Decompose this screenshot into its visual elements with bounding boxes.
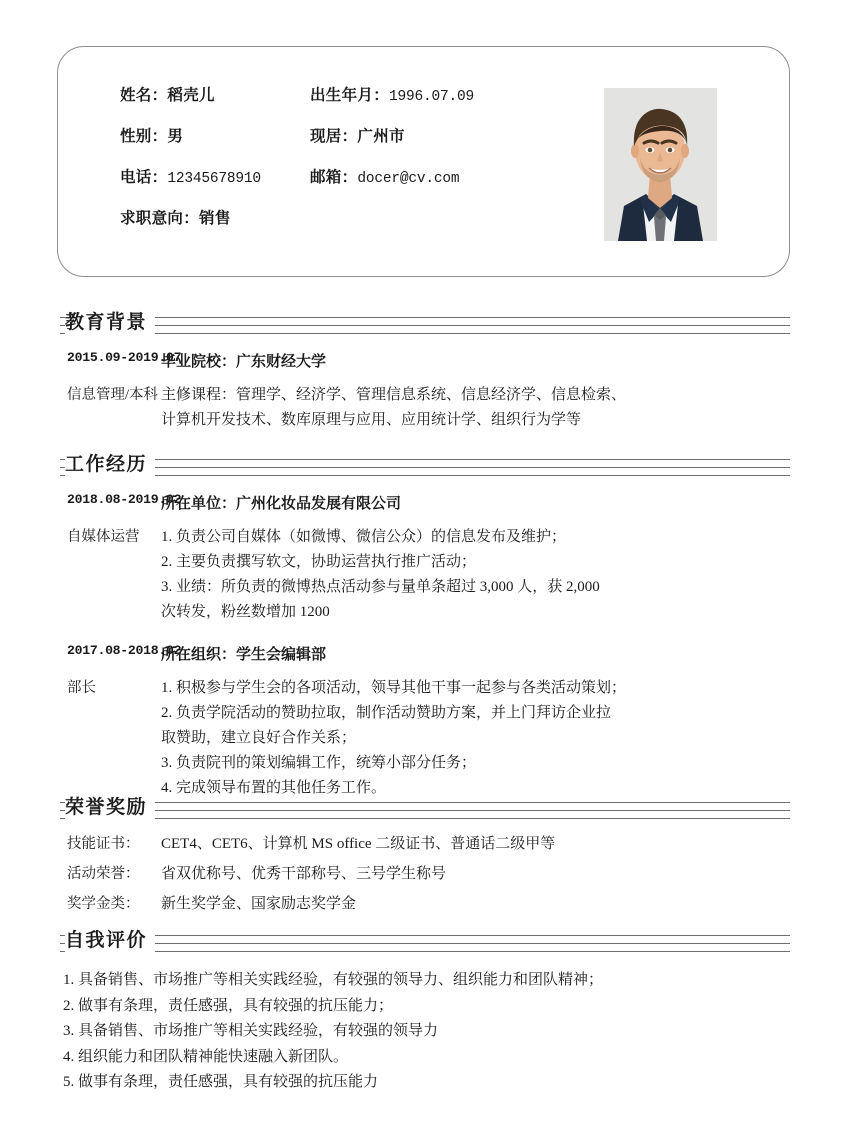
entry-content-line: CET4、CET6、计算机 MS office 二级证书、普通话二级甲等 (161, 836, 556, 852)
section-header-honors (60, 795, 790, 825)
entry-row (0, 676, 850, 801)
header-field-label: 出生年月： (310, 87, 390, 104)
entry-content-line: 所在组织：学生会编辑部 (161, 647, 327, 663)
entry-content-line: 1. 积极参与学生会的各项活动，领导其他干事一起参与各类活动策划； (161, 680, 627, 696)
self-evaluation-line: 2. 做事有条理，责任感强，具有较强的抗压能力； (63, 997, 394, 1014)
self-evaluation-line: 1. 具备销售、市场推广等相关实践经验，有较强的领导力、组织能力和团队精神； (63, 972, 604, 988)
header-field (120, 83, 310, 105)
entry-content (161, 492, 850, 517)
section-title-honors: 荣誉奖励 (65, 795, 155, 821)
header-field-value: 稻壳儿 (167, 87, 215, 104)
header-field-value: docer@cv.com (357, 171, 460, 187)
entry-label: 部长 (67, 680, 96, 696)
header-field-value: 男 (167, 128, 184, 145)
entry-row (0, 892, 850, 917)
section-rule-lines (60, 932, 790, 954)
section-title-education: 教育背景 (65, 310, 155, 336)
section-title-self-evaluation: 自我评价 (65, 928, 155, 954)
header-field (310, 83, 580, 105)
profile-photo (604, 88, 717, 241)
entry-content-line: 4. 完成领导布置的其他任务工作。 (161, 780, 387, 796)
entry-content-line: 1. 负责公司自媒体（如微博、微信公众）的信息发布及维护； (161, 529, 567, 545)
entry-content (161, 832, 850, 857)
entry-content (161, 862, 850, 887)
entry-content-line: 3. 业绩：所负责的微博热点活动参与量单条超过 3,000 人，获 2,000 (161, 579, 600, 595)
entry-content-line: 次转发，粉丝数增加 1200 (161, 604, 330, 620)
header-row (120, 165, 590, 206)
entry-content-line: 毕业院校：广东财经大学 (161, 354, 327, 370)
entry-label: 活动荣誉： (67, 866, 140, 882)
section-rule-lines (60, 314, 790, 336)
section-rule-lines (60, 799, 790, 821)
entry-content (161, 525, 850, 625)
section-header-self-evaluation (60, 928, 790, 958)
header-field-value: 1996.07.09 (389, 89, 475, 105)
header-field-label: 电话： (120, 169, 168, 186)
header-field-label: 姓名： (120, 87, 168, 104)
section-body-education (0, 350, 850, 433)
entry-label: 2018.08-2019.02 (67, 492, 182, 507)
entry-content (161, 383, 850, 433)
header-field (310, 124, 580, 146)
entry-label: 2015.09-2019.07 (67, 350, 182, 365)
entry-row (0, 862, 850, 887)
section-title-work: 工作经历 (65, 452, 155, 478)
entry-content-line: 2. 负责学院活动的赞助拉取，制作活动赞助方案，并上门拜访企业拉 (161, 705, 612, 721)
header-field-value: 广州市 (357, 128, 405, 145)
entry-content-line: 取赞助，建立良好合作关系； (161, 730, 357, 746)
section-body-honors (0, 832, 850, 917)
entry-label: 自媒体运营 (67, 529, 140, 545)
entry-content-line: 省双优称号、优秀干部称号、三号学生称号 (161, 866, 447, 882)
entry-content (161, 350, 850, 375)
self-evaluation-line: 3. 具备销售、市场推广等相关实践经验，有较强的领导力 (63, 1023, 439, 1039)
header-row (120, 124, 590, 165)
header-field-label: 求职意向： (120, 210, 200, 227)
entry-row (0, 643, 850, 668)
self-evaluation-line: 4. 组织能力和团队精神能快速融入新团队。 (63, 1048, 349, 1065)
header-fields (120, 83, 590, 247)
entry-label: 技能证书： (67, 836, 140, 852)
entry-label: 奖学金类： (67, 896, 140, 912)
section-body-work (0, 492, 850, 801)
header-field-label: 现居： (310, 128, 358, 145)
self-evaluation-list (63, 968, 823, 1096)
header-field (310, 165, 580, 187)
entry-content-line: 2. 主要负责撰写软文，协助运营执行推广活动； (161, 554, 477, 570)
entry-content (161, 676, 850, 801)
section-rule-lines (60, 456, 790, 478)
self-evaluation-line: 5. 做事有条理，责任感强，具有较强的抗压能力 (63, 1074, 379, 1090)
header-field-value: 销售 (199, 210, 231, 227)
header-field-label: 性别： (120, 128, 168, 145)
header-field (120, 206, 310, 228)
entry-row (0, 383, 850, 433)
entry-content-line: 3. 负责院刊的策划编辑工作，统筹小部分任务； (161, 755, 477, 771)
header-field-label: 邮箱： (310, 169, 358, 186)
header-row (120, 206, 590, 247)
header-row (120, 83, 590, 124)
entry-row (0, 525, 850, 625)
entry-label: 2017.08-2018.02 (67, 643, 182, 658)
entry-content-line: 主修课程：管理学、经济学、管理信息系统、信息经济学、信息检索、 (161, 387, 627, 403)
entry-row (0, 832, 850, 857)
section-header-education (60, 310, 790, 340)
header-field (120, 165, 310, 187)
entry-content-line: 新生奖学金、国家励志奖学金 (161, 896, 357, 912)
entry-content-line: 所在单位：广州化妆品发展有限公司 (161, 496, 402, 512)
header-field (120, 124, 310, 146)
entry-row (0, 350, 850, 375)
section-header-work (60, 452, 790, 482)
entry-label: 信息管理/本科 (67, 387, 159, 403)
entry-content-line: 计算机开发技术、数库原理与应用、应用统计学、组织行为学等 (161, 412, 582, 428)
entry-content (161, 643, 850, 668)
entry-row (0, 492, 850, 517)
header-field-value: 12345678910 (167, 171, 261, 187)
entry-content (161, 892, 850, 917)
